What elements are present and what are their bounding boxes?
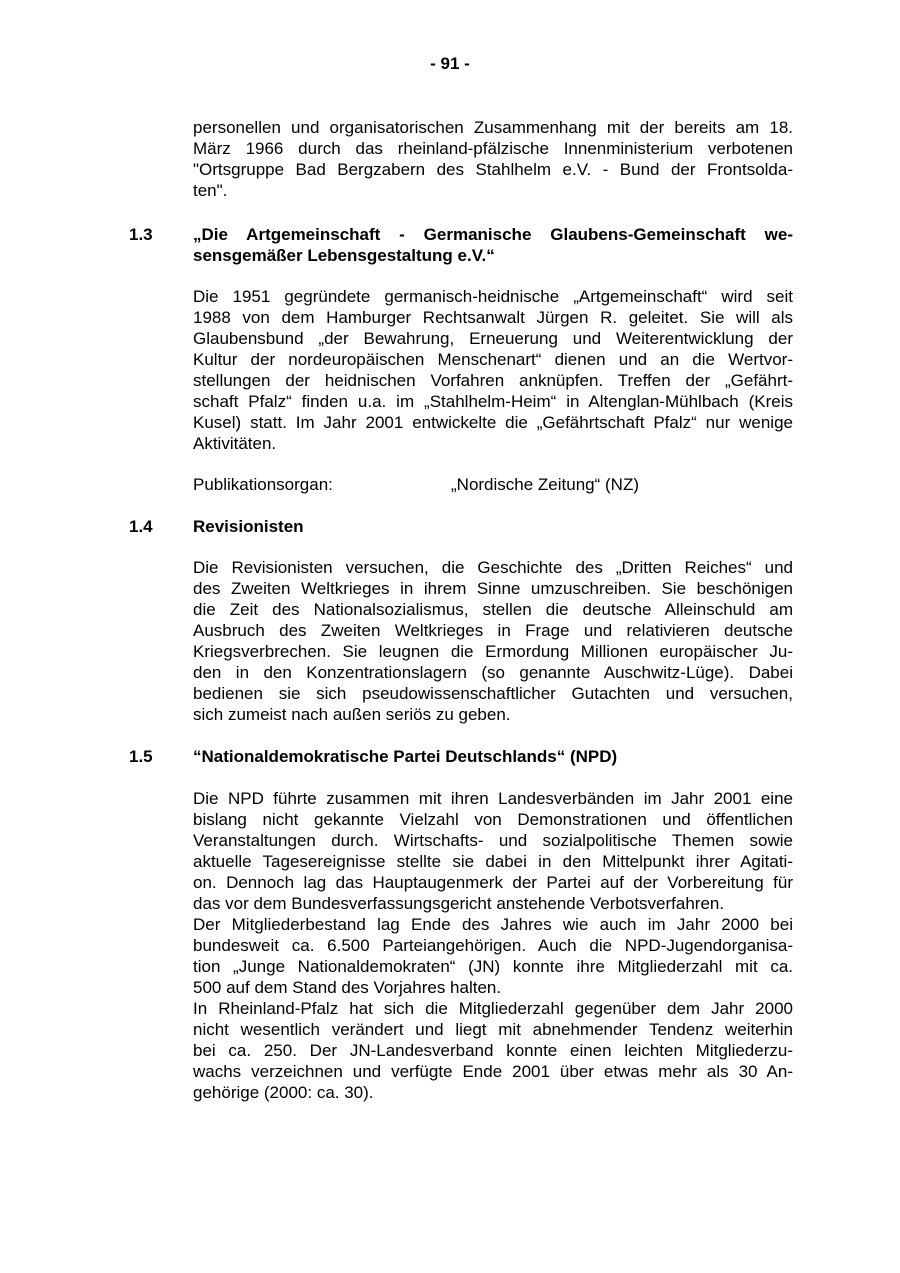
text-line: März 1966 durch das rheinland-pfälzische Innenministerium verbotenen: [193, 139, 793, 158]
text-line: Die NPD führte zusammen mit ihren Landesverbänden im Jahr 2001 eine: [193, 789, 793, 808]
text-line: nicht wesentlich verändert und liegt mit abnehmender Tendenz weiterhin: [193, 1020, 793, 1039]
intro-paragraph: [193, 117, 793, 201]
section-title: “Nationaldemokratische Partei Deutschlands“ (NPD): [193, 747, 618, 766]
text-line: Veranstaltungen durch. Wirtschafts- und sozialpolitische Themen sowie: [193, 831, 793, 850]
text-line: bedienen sie sich pseudowissenschaftlicher Gutachten und versuchen,: [193, 684, 793, 703]
section-body: [193, 557, 793, 725]
text-line: gehörige (2000: ca. 30).: [193, 1083, 374, 1102]
text-line: In Rheinland-Pfalz hat sich die Mitgliederzahl gegenüber dem Jahr 2000: [193, 999, 793, 1018]
text-line: schaft Pfalz“ finden u.a. im „Stahlhelm-Heim“ in Altenglan-Mühlbach (Kreis: [193, 392, 793, 411]
text-line: on. Dennoch lag das Hauptaugenmerk der Partei auf der Vorbereitung für: [193, 873, 793, 892]
text-line: 1988 von dem Hamburger Rechtsanwalt Jürgen R. geleitet. Sie will als: [193, 308, 793, 327]
publication-label: Publikationsorgan:: [193, 475, 333, 494]
text-line: bundesweit ca. 6.500 Parteiangehörigen. Auch die NPD-Jugendorganisa-: [193, 936, 793, 955]
text-line: stellungen der heidnischen Vorfahren anknüpfen. Treffen der „Gefährt-: [193, 371, 793, 390]
section-title: [193, 224, 793, 266]
text-line: Ausbruch des Zweiten Weltkrieges in Frage und relativieren deutsche: [193, 621, 793, 640]
text-line: Die 1951 gegründete germanisch-heidnische „Artgemeinschaft“ wird seit: [193, 287, 793, 306]
text-line: "Ortsgruppe Bad Bergzabern des Stahlhelm e.V. - Bund der Frontsolda-: [193, 160, 793, 179]
text-line: aktuelle Tagesereignisse stellte sie dabei in den Mittelpunkt ihrer Agitati-: [193, 852, 793, 871]
section-title: Revisionisten: [193, 517, 304, 536]
text-line: Kriegsverbrechen. Sie leugnen die Ermordung Millionen europäischer Ju-: [193, 642, 793, 661]
section-number: 1.5: [129, 747, 153, 766]
text-line: bislang nicht gekannte Vielzahl von Demonstrationen und öffentlichen: [193, 810, 793, 829]
text-line: Die Revisionisten versuchen, die Geschichte des „Dritten Reiches“ und: [193, 558, 793, 577]
text-line: tion „Junge Nationaldemokraten“ (JN) konnte ihre Mitgliederzahl mit ca.: [193, 957, 793, 976]
page-number: - 91 -: [430, 54, 470, 73]
text-line: personellen und organisatorischen Zusammenhang mit der bereits am 18.: [193, 118, 793, 137]
text-line: das vor dem Bundesverfassungsgericht anstehende Verbotsverfahren.: [193, 894, 725, 913]
text-line: 500 auf dem Stand des Vorjahres halten.: [193, 978, 502, 997]
text-line: Kusel) statt. Im Jahr 2001 entwickelte die „Gefährtschaft Pfalz“ nur wenige: [193, 413, 793, 432]
title-line: sensgemäßer Lebensgestaltung e.V.“: [193, 246, 495, 265]
text-line: bei ca. 250. Der JN-Landesverband konnte einen leichten Mitgliederzu-: [193, 1041, 793, 1060]
text-line: die Zeit des Nationalsozialismus, stellen die deutsche Alleinschuld am: [193, 600, 793, 619]
text-line: ten".: [193, 181, 228, 200]
title-line: „Die Artgemeinschaft - Germanische Glaubens-Gemeinschaft we-: [193, 225, 793, 244]
section-body: [193, 788, 793, 1103]
section-number: 1.3: [129, 225, 153, 244]
publication-value: „Nordische Zeitung“ (NZ): [451, 475, 639, 494]
text-line: wachs verzeichnen und verfügte Ende 2001 über etwas mehr als 30 An-: [193, 1062, 793, 1081]
text-line: Glaubensbund „der Bewahrung, Erneuerung und Weiterentwicklung der: [193, 329, 793, 348]
section-number: 1.4: [129, 517, 153, 536]
text-line: den in den Konzentrationslagern (so genannte Auschwitz-Lüge). Dabei: [193, 663, 793, 682]
text-line: des Zweiten Weltkrieges in ihrem Sinne umzuschreiben. Sie beschönigen: [193, 579, 793, 598]
text-line: Kultur der nordeuropäischen Menschenart“ dienen und an die Wertvor-: [193, 350, 793, 369]
text-line: Der Mitgliederbestand lag Ende des Jahres wie auch im Jahr 2000 bei: [193, 915, 793, 934]
text-line: sich zumeist nach außen seriös zu geben.: [193, 705, 511, 724]
section-body: [193, 286, 793, 454]
text-line: Aktivitäten.: [193, 434, 277, 453]
